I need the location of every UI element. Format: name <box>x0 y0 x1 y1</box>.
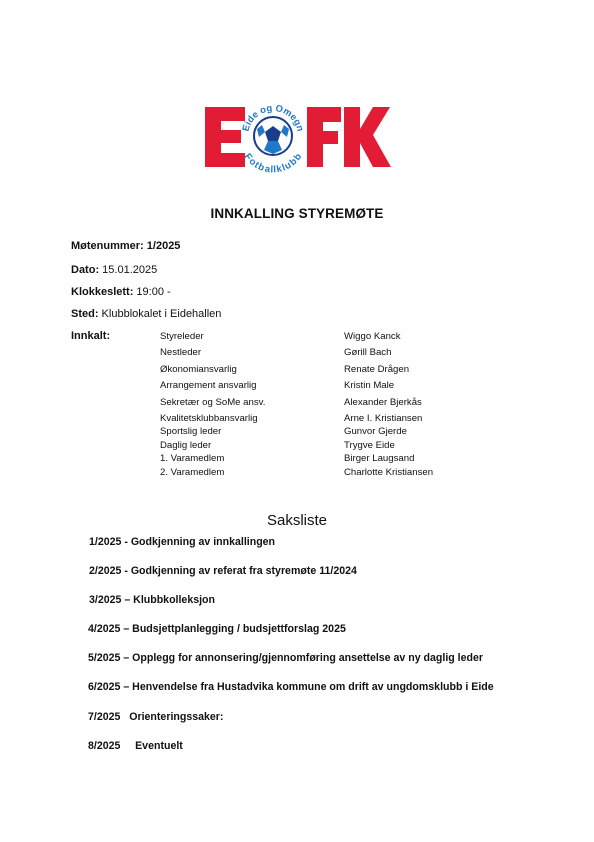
invited-role: Sportslig leder <box>160 426 222 437</box>
invited-role: Styreleder <box>160 331 204 342</box>
meeting-date <box>71 264 157 276</box>
invited-role: 1. Varamedlem <box>160 453 225 464</box>
meeting-time <box>71 286 171 298</box>
invited-name: Charlotte Kristiansen <box>344 467 434 478</box>
club-logo-graphic <box>201 95 393 175</box>
date-label: Dato: <box>71 264 100 276</box>
invited-role: Nestleder <box>160 347 202 358</box>
invited-role: Daglig leder <box>160 440 212 451</box>
place-label: Sted: <box>71 308 99 320</box>
invited-name: Arne I. Kristiansen <box>344 413 423 424</box>
invited-label: Innkalt: <box>71 330 111 342</box>
meeting-number-label: Møtenummer: 1/2025 <box>71 240 181 252</box>
logo-lower-text: Fotballklubb <box>241 151 305 175</box>
date-value: 15.01.2025 <box>99 264 158 276</box>
agenda-item: 4/2025 – Budsjettplanlegging / budsjettforslag 2025 <box>88 623 346 635</box>
document-title: INNKALLING STYREMØTE <box>210 206 384 221</box>
invited-name: Gørill Bach <box>344 347 392 358</box>
agenda-item: 1/2025 - Godkjenning av innkallingen <box>89 536 276 548</box>
invited-name: Renate Drågen <box>344 364 410 375</box>
logo-letter-e <box>205 107 245 167</box>
agenda-item: 6/2025 – Henvendelse fra Hustadvika kommune om drift av ungdomsklubb i Eide <box>88 681 494 693</box>
invited-role: 2. Varamedlem <box>160 467 225 478</box>
logo-arc-text: Eide og Omegn <box>240 102 306 133</box>
club-logo <box>201 95 393 175</box>
agenda-item: 5/2025 – Opplegg for annonsering/gjennomføring ansettelse av ny daglig leder <box>88 652 483 664</box>
agenda-item: 8/2025 Eventuelt <box>88 740 183 752</box>
agenda-title: Saksliste <box>266 512 328 529</box>
invited-name: Kristin Male <box>344 380 395 391</box>
meeting-place <box>71 308 221 320</box>
invited-role: Økonomiansvarlig <box>160 364 237 375</box>
invited-name: Wiggo Kanck <box>344 331 401 342</box>
invited-name: Trygve Eide <box>344 440 395 451</box>
time-value: 19:00 - <box>133 286 171 298</box>
meeting-number <box>71 240 180 252</box>
invited-name: Birger Laugsand <box>344 453 415 464</box>
agenda-item: 2/2025 - Godkjenning av referat fra styremøte 11/2024 <box>89 565 357 577</box>
time-label: Klokkeslett: <box>71 286 134 298</box>
agenda-item: 7/2025 Orienteringssaker: <box>88 711 224 723</box>
invited-role: Arrangement ansvarlig <box>160 380 257 391</box>
invited-role: Kvalitetsklubbansvarlig <box>160 413 258 424</box>
invited-role: Sekretær og SoMe ansv. <box>160 397 266 408</box>
place-value: Klubblokalet i Eidehallen <box>98 308 222 320</box>
invited-name: Alexander Bjerkås <box>344 397 422 408</box>
logo-letters-fk <box>307 107 391 167</box>
invited-name: Gunvor Gjerde <box>344 426 407 437</box>
football-icon <box>254 117 292 155</box>
agenda-item: 3/2025 – Klubbkolleksjon <box>89 594 215 606</box>
